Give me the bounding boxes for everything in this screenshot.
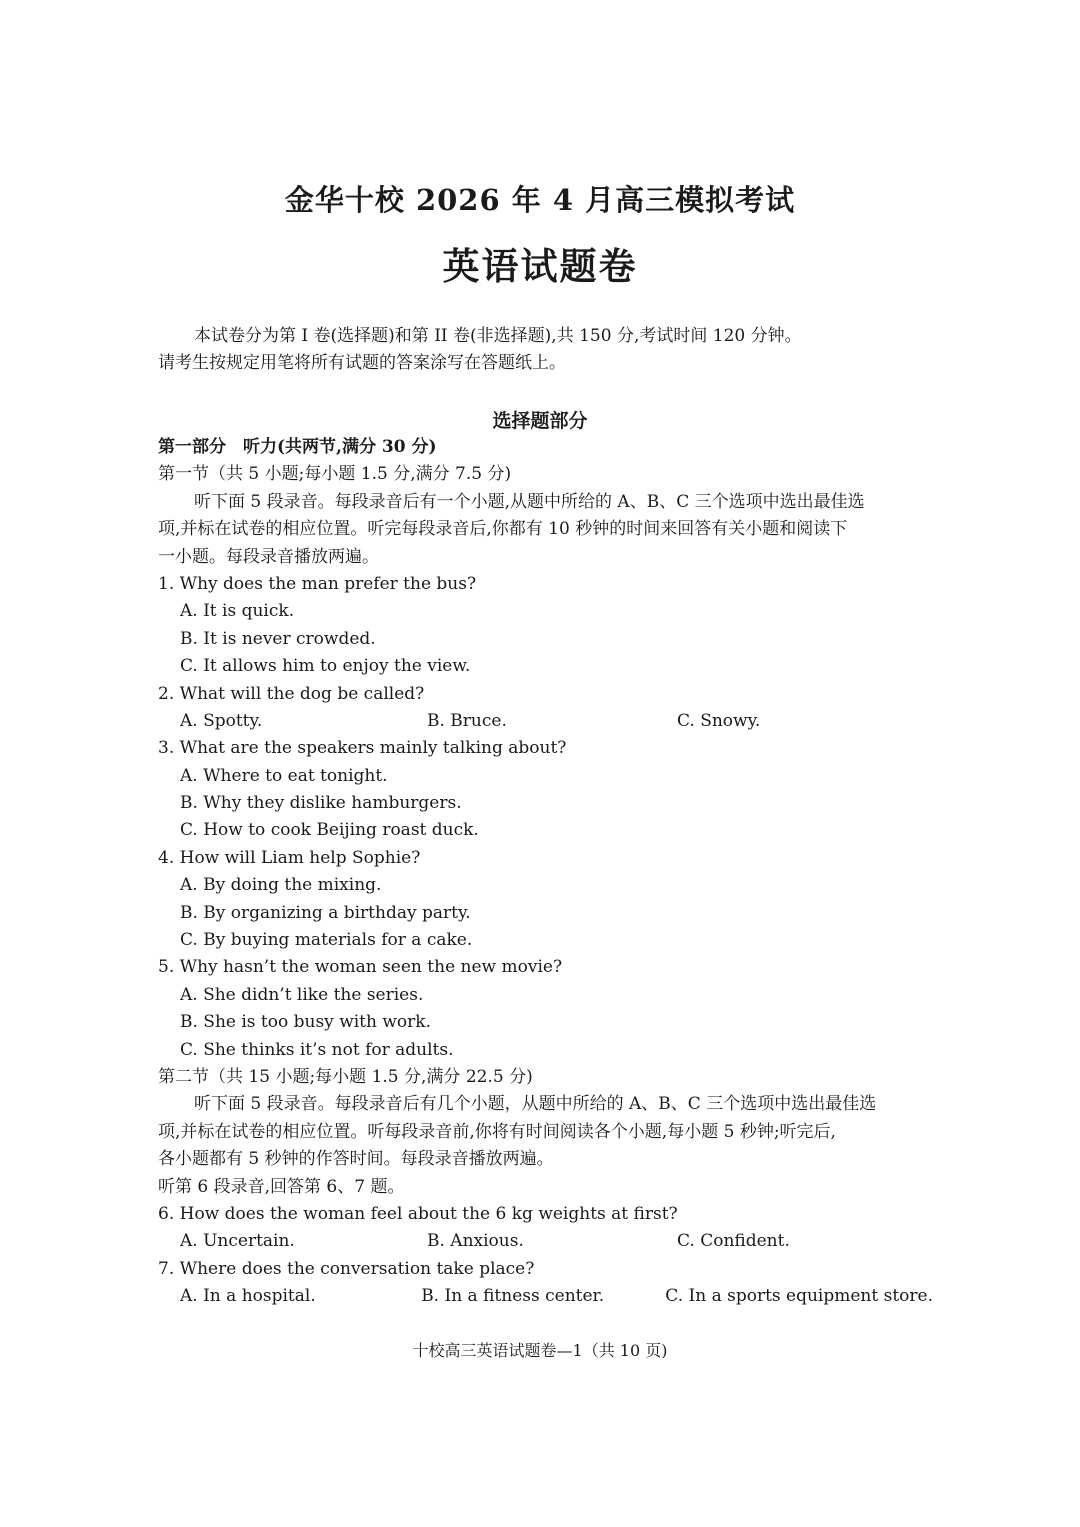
intro-line-1: 本试卷分为第 I 卷(选择题)和第 II 卷(非选择题),共 150 分,考试时间 120 分钟。	[194, 326, 802, 346]
page-footer: 十校高三英语试题卷—1（共 10 页)	[412, 1341, 668, 1360]
q6-option-b: B. Anxious.	[427, 1231, 524, 1252]
sec1-title: 第一节（共 5 小题;每小题 1.5 分,满分 7.5 分)	[158, 464, 512, 485]
q1-option-a: A. It is quick.	[180, 601, 295, 622]
q4-option-a: A. By doing the mixing.	[180, 875, 382, 896]
q5-option-a: A. She didn’t like the series.	[180, 984, 424, 1005]
q6-options	[158, 1228, 933, 1255]
question-2: 2. What will the dog be called?	[158, 683, 425, 704]
question-7: 7. Where does the conversation take place?	[158, 1258, 535, 1279]
sec1-instruction-3: 一小题。每段录音播放两遍。	[158, 546, 379, 567]
paper-title: 英语试题卷	[442, 244, 638, 288]
sec2-instruction-2: 项,并标在试卷的相应位置。听每段录音前,你将有时间阅读各个小题,每小题 5 秒钟;听完后,	[158, 1121, 836, 1142]
question-6: 6. How does the woman feel about the 6 kg weights at first?	[158, 1203, 678, 1224]
q2-options	[158, 708, 933, 735]
q4-option-b: B. By organizing a birthday party.	[180, 902, 471, 923]
question-3: 3. What are the speakers mainly talking about?	[158, 738, 567, 759]
q4-option-c: C. By buying materials for a cake.	[180, 930, 473, 951]
section-title: 选择题部分	[492, 410, 588, 432]
sec2-instruction-1: 听下面 5 段录音。每段录音后有几个小题，从题中所给的 A、B、C 三个选项中选出最佳选	[194, 1094, 877, 1115]
q2-option-c: C. Snowy.	[677, 710, 761, 731]
q3-option-b: B. Why they dislike hamburgers.	[180, 793, 462, 814]
question-5: 5. Why hasn’t the woman seen the new movie?	[158, 957, 563, 978]
q5-option-b: B. She is too busy with work.	[180, 1012, 431, 1033]
question-body	[158, 434, 933, 1311]
intro-line-2: 请考生按规定用笔将所有试题的答案涂写在答题纸上。	[158, 353, 566, 373]
q3-option-a: A. Where to eat tonight.	[180, 765, 388, 786]
q6-option-c: C. Confident.	[677, 1231, 790, 1252]
part1-title: 第一部分 听力(共两节,满分 30 分)	[158, 437, 437, 457]
q7-option-b: B. In a fitness center.	[421, 1286, 605, 1307]
exam-title: 金华十校 2026 年 4 月高三模拟考试	[284, 183, 796, 217]
q3-option-c: C. How to cook Beijing roast duck.	[180, 820, 479, 841]
q2-option-b: B. Bruce.	[427, 710, 507, 731]
sec1-instruction-2: 项,并标在试卷的相应位置。听完每段录音后,你都有 10 秒钟的时间来回答有关小题和阅读下	[158, 519, 848, 540]
q2-option-a: A. Spotty.	[180, 710, 263, 731]
q1-option-b: B. It is never crowded.	[180, 628, 376, 649]
sec2-instruction-3: 各小题都有 5 秒钟的作答时间。每段录音播放两遍。	[158, 1149, 554, 1170]
q7-options	[158, 1283, 933, 1310]
intro-block	[158, 323, 948, 377]
sec1-instruction-1: 听下面 5 段录音。每段录音后有一个小题,从题中所给的 A、B、C 三个选项中选出最佳选	[194, 491, 865, 512]
sec2-title: 第二节（共 15 小题;每小题 1.5 分,满分 22.5 分)	[158, 1066, 533, 1087]
question-4: 4. How will Liam help Sophie?	[158, 847, 421, 868]
q5-option-c: C. She thinks it’s not for adults.	[180, 1039, 454, 1060]
q7-option-a: A. In a hospital.	[180, 1286, 316, 1307]
q1-option-c: C. It allows him to enjoy the view.	[180, 656, 471, 677]
q6-option-a: A. Uncertain.	[180, 1231, 295, 1252]
question-1: 1. Why does the man prefer the bus?	[158, 573, 477, 594]
q7-option-c: C. In a sports equipment store.	[665, 1286, 933, 1307]
listen-note: 听第 6 段录音,回答第 6、7 题。	[158, 1176, 405, 1197]
